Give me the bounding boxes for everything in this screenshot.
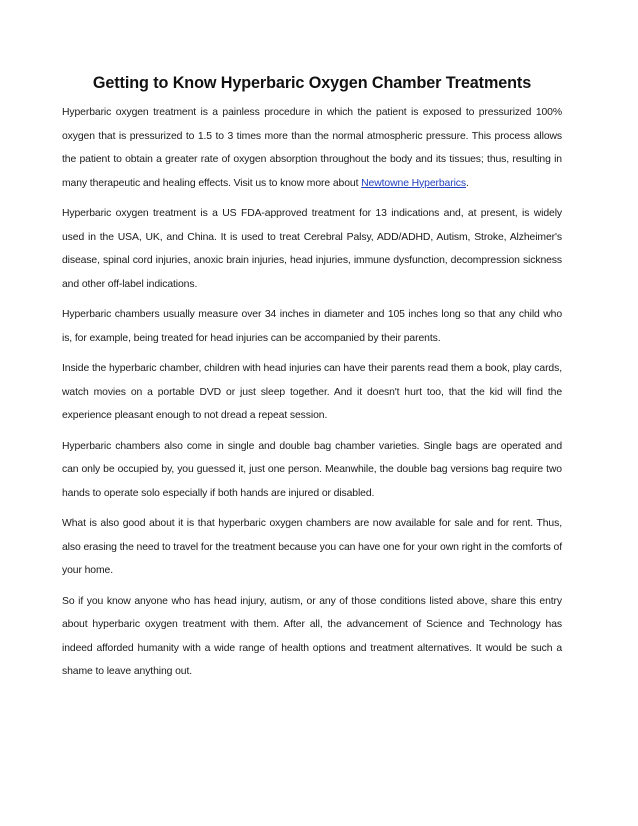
paragraph-inside-chamber: Inside the hyperbaric chamber, children with head injuries can have their parents read them a book, play cards, watch movies on a portable DVD or just sleep together. And it doesn't hurt too, that the kid will find the experience pleasant enough to not dread a repeat session. (62, 363, 562, 421)
paragraph-intro-end: . (466, 177, 469, 189)
document-page (62, 72, 562, 691)
paragraph-conclusion: So if you know anyone who has head injury, autism, or any of those conditions listed above, share this entry about hyperbaric oxygen treatment with them. After all, the advancement of Science and Technology has indeed afforded humanity with a wide range of health options and treatment alternatives. It would be such a shame to leave anything out. (62, 595, 562, 677)
paragraph-sale-rent: What is also good about it is that hyperbaric oxygen chambers are now available for sale and for rent. Thus, also erasing the need to travel for the treatment because you can have one for your own right in the comforts of your home. (62, 518, 562, 576)
paragraph-chamber-varieties: Hyperbaric chambers also come in single and double bag chamber varieties. Single bags are operated and can only be occupied by, you guessed it, just one person. Meanwhile, the double bag versions bag require two hands to operate solo especially if both hands are injured or disabled. (62, 440, 562, 499)
paragraph-intro-text: Hyperbaric oxygen treatment is a painless procedure in which the patient is exposed to pressurized 100% oxygen that is pressurized to 1.5 to 3 times more than the normal atmospheric pressure. This process allows the patient to obtain a greater rate of oxygen absorption throughout the body and its tissues; thus, resulting in many therapeutic and healing effects. Visit us to know more about (62, 107, 562, 189)
document-title: Getting to Know Hyperbaric Oxygen Chamber Treatments (92, 74, 532, 92)
newtowne-hyperbarics-link[interactable]: Newtowne Hyperbarics (361, 177, 466, 189)
paragraph-fda-approval: Hyperbaric oxygen treatment is a US FDA-approved treatment for 13 indications and, at present, is widely used in the USA, UK, and China. It is used to treat Cerebral Palsy, ADD/ADHD, Autism, Stroke, Alzheimer's disease, spinal cord injuries, anoxic brain injuries, head injuries, immune dysfunction, decompression sickness and other off-label indications. (62, 208, 562, 290)
paragraph-chamber-size: Hyperbaric chambers usually measure over 34 inches in diameter and 105 inches long so that any child who is, for example, being treated for head injuries can be accompanied by their parents. (62, 309, 562, 344)
paragraph-intro (62, 101, 562, 195)
